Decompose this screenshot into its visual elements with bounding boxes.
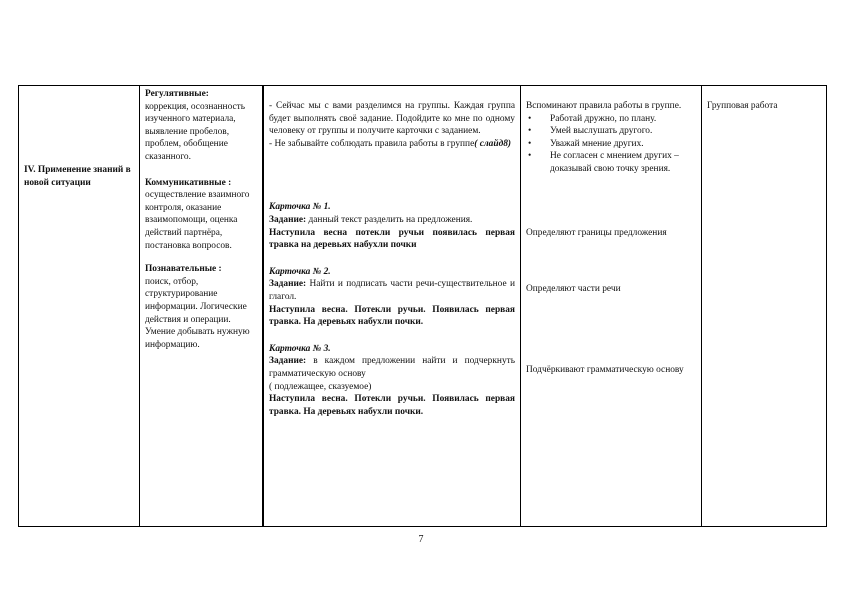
work-form: Групповая работа xyxy=(707,101,778,111)
card3-task-text: в каждом предложении найти и подчеркнуть грамматическую основу xyxy=(269,356,515,379)
card3-task-label: Задание: xyxy=(269,356,307,367)
card3-title: Карточка № 3. xyxy=(269,343,331,354)
teacher-rules-reminder xyxy=(269,138,515,151)
student-activity-1: Определяют границы предложения xyxy=(526,227,667,238)
teacher-activity-cell xyxy=(263,86,521,527)
student-activity-3: Подчёркивают грамматическую основу xyxy=(526,364,684,375)
slide-ref: ( слайд8) xyxy=(474,138,512,149)
list-item: • Работай дружно, по плану. xyxy=(526,113,696,126)
lesson-plan-table xyxy=(18,85,827,527)
stage-title: IV. Применение знаний в новой ситуации xyxy=(24,165,131,188)
teacher-intro: - Сейчас мы с вами разделимся на группы. Каждая группа будет выполнять своё задание. Подойдите ко мне по одному человеку от группы и получите карточки с заданием. xyxy=(269,101,515,137)
card1-title: Карточка № 1. xyxy=(269,202,331,213)
communicative-text: осуществление взаимного контроля, оказание взаимопомощи, оценка действий партнёра, постановка вопросов. xyxy=(145,190,250,251)
regulative-text: коррекция, осознанность изученного материала, выявление пробелов, проблем, обобщение сказанного. xyxy=(145,101,246,162)
cognitive-text: поиск, отбор, структурирование информации. Логические действия и операции. Умение добывать нужную информацию. xyxy=(145,276,250,350)
card2-title: Карточка № 2. xyxy=(269,266,331,277)
group-rules-list xyxy=(526,113,696,176)
card1-task xyxy=(269,214,515,227)
card3-task xyxy=(269,355,515,380)
list-item: • Не согласен с мнением других – доказывай свою точку зрения. xyxy=(526,150,696,175)
page-number: 7 xyxy=(418,534,424,545)
table-row xyxy=(19,86,827,527)
cognitive-title: Познавательные : xyxy=(145,264,222,275)
student-activity-cell xyxy=(521,86,702,527)
card2-task-label: Задание: xyxy=(269,279,307,290)
list-item: • Умей выслушать другого. xyxy=(526,125,696,138)
card2-task xyxy=(269,278,515,303)
stage-cell xyxy=(19,86,140,527)
rules-reminder-text: - Не забывайте соблюдать правила работы в группе xyxy=(269,138,475,149)
student-activity-2: Определяют части речи xyxy=(526,284,621,295)
card3-text: Наступила весна. Потекли ручьи. Появилась первая травка. На деревьях набухли почки. xyxy=(269,394,515,417)
card1-task-text: данный текст разделить на предложения. xyxy=(306,214,473,225)
card2-task-text: Найти и подписать части речи-существительное и глагол. xyxy=(269,279,515,302)
work-form-cell xyxy=(702,86,827,527)
card1-text: Наступила весна потекли ручьи появилась первая травка на деревьях набухли почки xyxy=(269,227,515,251)
students-intro: Вспоминают правила работы в группе. xyxy=(526,101,682,111)
card1-task-label: Задание: xyxy=(269,214,307,225)
list-item: • Уважай мнение других. xyxy=(526,138,696,151)
card3-note: ( подлежащее, сказуемое) xyxy=(269,381,372,392)
card2-text: Наступила весна. Потекли ручьи. Появилась первая травка. На деревьях набухли почки. xyxy=(269,304,515,328)
communicative-title: Коммуникативные : xyxy=(145,177,232,188)
regulative-title: Регулятивные: xyxy=(145,89,209,99)
uud-cell xyxy=(140,86,264,527)
